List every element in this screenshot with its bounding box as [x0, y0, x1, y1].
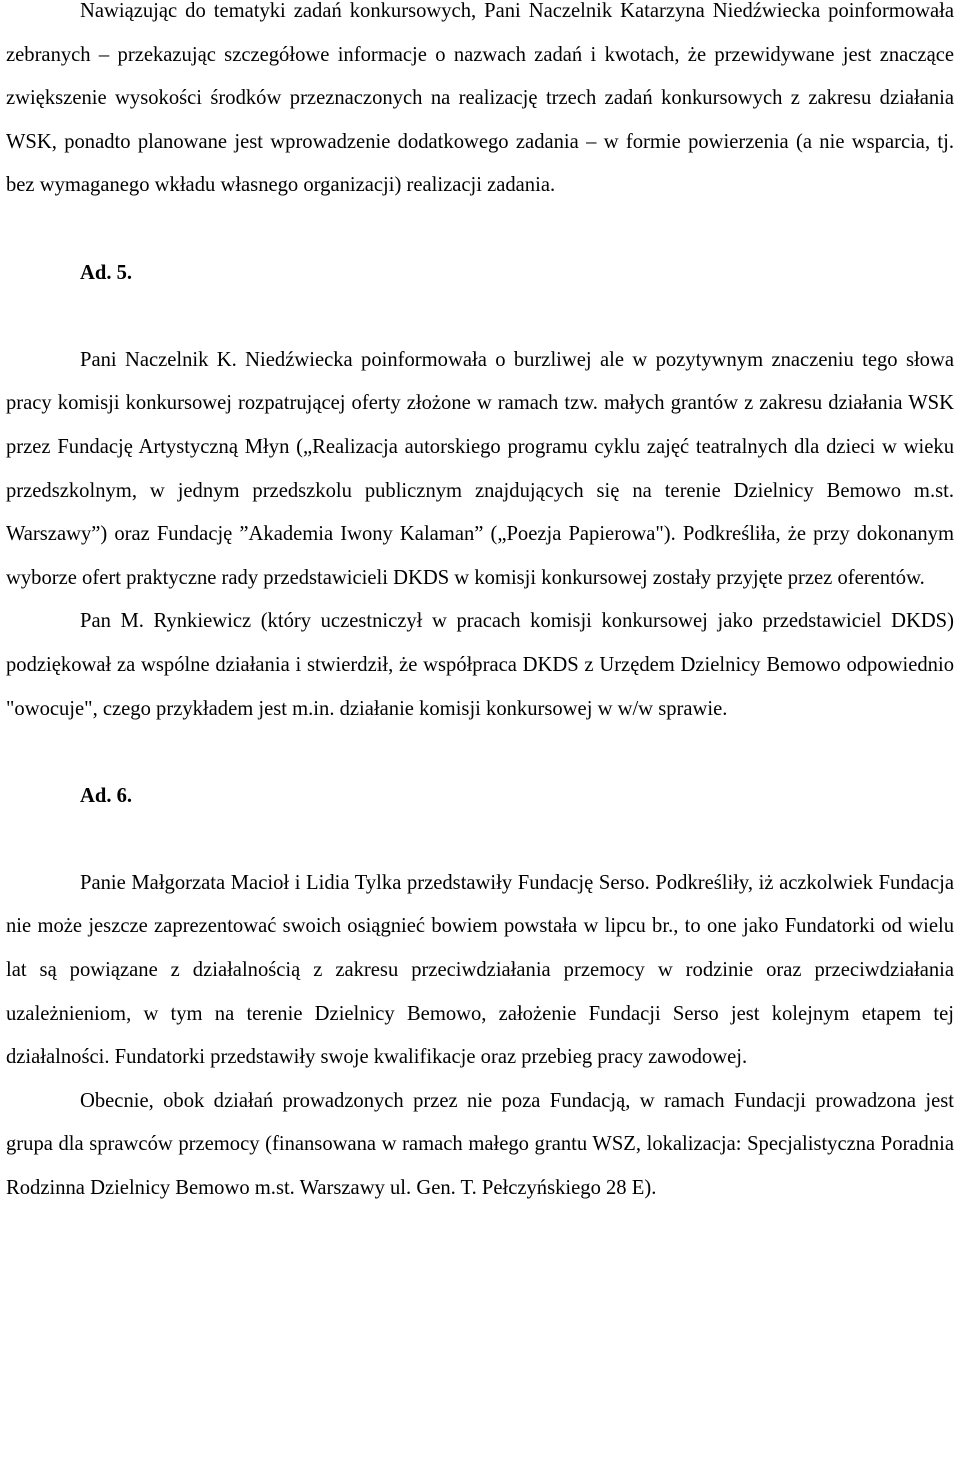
paragraph-serso-foundation: Panie Małgorzata Macioł i Lidia Tylka przedstawiły Fundację Serso. Podkreśliły, iż aczkolwiek Fundacja nie może jeszcze zaprezentować swoich osiągnieć bowiem powstała w lipcu br., to one jako Fundatorki od wielu lat są powiązane z działalnością z zakresu przeciwdziałania przemocy w rodzinie oraz przeciwdziałania uzależnieniom, w tym na terenie Dzielnicy Bemowo, założenie Fundacji Serso jest kolejnym etapem tej działalności. Fundatorki przedstawiły swoje kwalifikacje oraz przebieg pracy zawodowej.: [6, 871, 954, 1069]
spacer: [6, 818, 954, 862]
paragraph-competition-tasks: Nawiązując do tematyki zadań konkursowych, Pani Naczelnik Katarzyna Niedźwiecka poinformowała zebranych – przekazując szczegółowe informacje o nazwach zadań i kwotach, że przewidywane jest znaczące zwiększenie wysokości środków przeznaczonych na realizację trzech zadań konkursowych z zakresu działania WSK, ponadto planowane jest wprowadzenie dodatkowego zadania – w formie powierzenia (a nie wsparcia, tj. bez wymaganego wkładu własnego organizacji) realizacji zadania.: [6, 0, 954, 197]
paragraph-rynkiewicz: Pan M. Rynkiewicz (który uczestniczył w pracach komisji konkursowej jako przedstawiciel DKDS) podziękował za wspólne działania i stwierdził, że współpraca DKDS z Urzędem Dzielnicy Bemowo odpowiednio "owocuje", czego przykładem jest m.in. działanie komisji konkursowej w w/w sprawie.: [6, 610, 954, 720]
section-heading-ad6: Ad. 6.: [80, 784, 133, 807]
section-heading-ad5: Ad. 5.: [80, 261, 133, 284]
paragraph-commission-work: Pani Naczelnik K. Niedźwiecka poinformowała o burzliwej ale w pozytywnym znaczeniu tego słowa pracy komisji konkursowej rozpatrującej oferty złożone w ramach tzw. małych grantów z zakresu działania WSK przez Fundację Artystyczną Młyn („Realizacja autorskiego programu cyklu zajęć teatralnych dla dzieci w wieku przedszkolnym, w jednym przedszkolu publicznym znajdujących się na terenie Dzielnicy Bemowo m.st. Warszawy”) oraz Fundację ”Akademia Iwony Kalaman” („Poezja Papierowa"). Podkreśliła, że przy dokonanym wyborze ofert praktyczne rady przedstawicieli DKDS w komisji konkursowej zostały przyjęte przez oferentów.: [6, 348, 954, 589]
spacer: [6, 295, 954, 339]
spacer: [6, 208, 954, 252]
spacer: [6, 731, 954, 775]
paragraph-perpetrators-group: Obecnie, obok działań prowadzonych przez nie poza Fundacją, w ramach Fundacji prowadzona jest grupa dla sprawców przemocy (finansowana w ramach małego grantu WSZ, lokalizacja: Specjalistyczna Poradnia Rodzinna Dzielnicy Bemowo m.st. Warszawy ul. Gen. T. Pełczyńskiego 28 E).: [6, 1089, 954, 1200]
